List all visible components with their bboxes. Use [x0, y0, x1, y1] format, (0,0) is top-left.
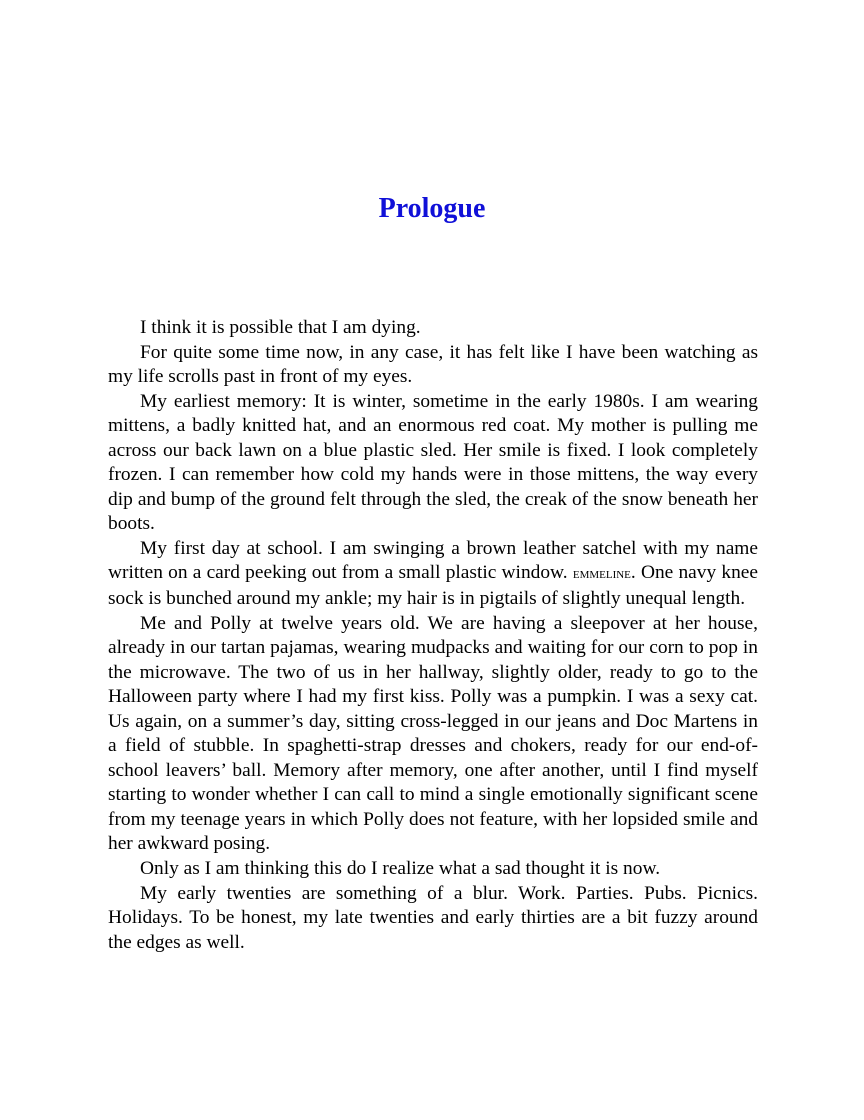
paragraph: I think it is possible that I am dying. — [140, 317, 421, 338]
paragraph: Only as I am thinking this do I realize what a sad thought it is now. — [140, 858, 661, 880]
paragraph: My early twenties are something of a blur. Work. Parties. Pubs. Picnics. Holidays. To be honest, my late twenties and early thirties are a bit fuzzy around the edges as well. — [108, 882, 758, 953]
paragraph: For quite some time now, in any case, it has felt like I have been watching as my life scrolls past in front of my eyes. — [108, 341, 758, 388]
paragraph-text: My first day at school. I am swinging a brown leather satchel with my name written on a card peeking out from a small plastic window. — [108, 537, 758, 584]
paragraph: Me and Polly at twelve years old. We are having a sleepover at her house, already in our tartan pajamas, wearing mudpacks and waiting for our corn to pop in the microwave. The two of us in her hallway, slightly older, ready to go to the Halloween party where I had my first kiss. Polly was a pumpkin. I was a sexy cat. Us again, on a summer’s day, sitting cross-legged in our jeans and Doc Martens in a field of stubble. In spaghetti-strap dresses and chokers, ready for our end-of-school leavers’ ball. Memory after memory, one after another, until I find myself starting to wonder whether I can call to mind a single emotionally significant scene from my teenage years in which Polly does not feature, with her lopsided smile and her awkward posing. — [108, 612, 758, 855]
paragraph — [108, 537, 758, 612]
chapter-body — [108, 316, 758, 955]
paragraph: My earliest memory: It is winter, sometime in the early 1980s. I am wearing mittens, a badly knitted hat, and an enormous red coat. My mother is pulling me across our back lawn on a blue plastic sled. Her smile is fixed. I look completely frozen. I can remember how cold my hands were in those mittens, the way every dip and bump of the ground felt through the sled, the creak of the snow beneath her boots. — [108, 390, 758, 535]
chapter-title: Prologue — [378, 193, 486, 224]
paragraph-text: . One navy knee sock is bunched around my ankle; my hair is in pigtails of slightly unequal length. — [108, 562, 758, 610]
name-label: emmeline — [572, 566, 631, 583]
